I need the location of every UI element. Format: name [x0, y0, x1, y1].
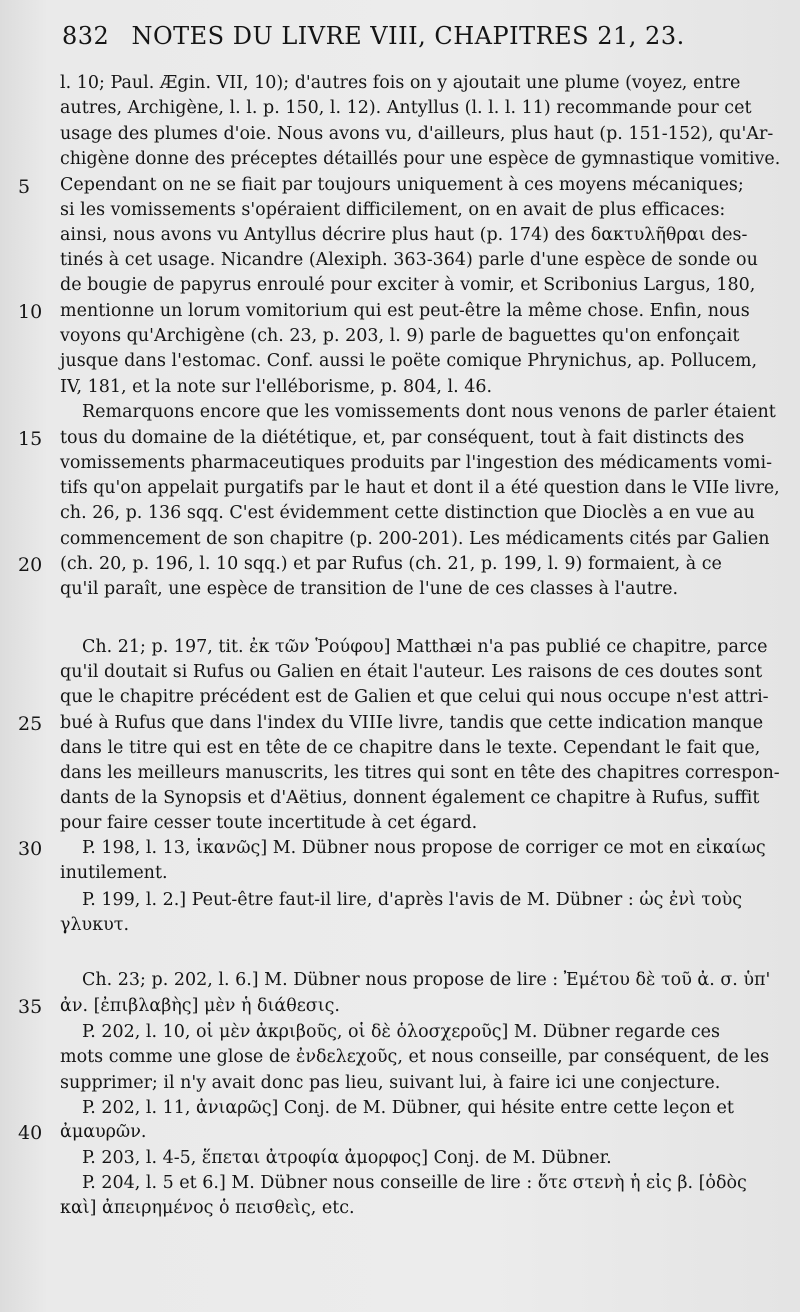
text-line: dans le titre qui est en tête de ce chapitre dans le texte. Cependant le fait que,	[60, 738, 761, 758]
text-line: Ch. 23; p. 202, l. 6.] M. Dübner nous propose de lire : Ἐμέτου δὲ τοῦ ἀ. σ. ὑπ'	[82, 970, 771, 990]
text-line: vomissements pharmaceutiques produits par l'ingestion des médicaments vomi-	[60, 453, 772, 473]
text-line: Ch. 21; p. 197, tit. ἐκ τῶν Ῥούφου] Matthæi n'a pas publié ce chapitre, parce	[82, 637, 768, 657]
text-line: dans les meilleurs manuscrits, les titres qui sont en tête des chapitres correspon-	[60, 763, 780, 783]
text-line: Remarquons encore que les vomissements dont nous venons de parler étaient	[82, 402, 776, 422]
running-title: NOTES DU LIVRE VIII, CHAPITRES 21, 23.	[131, 22, 685, 50]
text-line: si les vomissements s'opéraient difficilement, on en avait de plus efficaces:	[60, 200, 726, 220]
text-line: tifs qu'on appelait purgatifs par le haut et dont il a été question dans le VIIe livre,	[60, 478, 780, 498]
line-number: 35	[18, 996, 43, 1018]
text-line: l. 10; Paul. Ægin. VII, 10); d'autres fois on y ajoutait une plume (voyez, entre	[60, 73, 741, 93]
text-line: qu'il doutait si Rufus ou Galien en était l'auteur. Les raisons de ces doutes sont	[60, 662, 763, 682]
text-line: P. 204, l. 5 et 6.] M. Dübner nous conseille de lire : ὅτε στενὴ ἡ εἰς β. [ὁδὸς	[82, 1173, 747, 1193]
text-line: tinés à cet usage. Nicandre (Alexiph. 363-364) parle d'une espèce de sonde ou	[60, 250, 758, 270]
text-line: inutilement.	[60, 863, 168, 883]
line-number: 25	[18, 713, 43, 735]
page-number: 832	[62, 22, 110, 50]
line-number: 30	[18, 838, 43, 860]
line-number: 15	[18, 428, 43, 450]
text-line: que le chapitre précédent est de Galien et que celui qui nous occupe n'est attri-	[60, 687, 769, 707]
text-line: mentionne un lorum vomitorium qui est peut-être la même chose. Enfin, nous	[60, 301, 750, 321]
text-line: tous du domaine de la diététique, et, par conséquent, tout à fait distincts des	[60, 428, 745, 448]
text-line: ainsi, nous avons vu Antyllus décrire plus haut (p. 174) des δακτυλῆθραι des-	[60, 225, 748, 245]
text-line: de bougie de papyrus enroulé pour exciter à vomir, et Scribonius Largus, 180,	[60, 275, 756, 295]
text-line: qu'il paraît, une espèce de transition de l'une de ces classes à l'autre.	[60, 579, 679, 599]
text-line: chigène donne des préceptes détaillés pour une espèce de gymnastique vomitive.	[60, 149, 781, 169]
page-header	[62, 22, 685, 50]
text-line: P. 198, l. 13, ἱκανῶς] M. Dübner nous propose de corriger ce mot en εἰκαίως	[82, 838, 766, 858]
text-line: usage des plumes d'oie. Nous avons vu, d'ailleurs, plus haut (p. 151-152), qu'Ar-	[60, 124, 774, 144]
text-line: καὶ] ἀπειρημένος ὁ πεισθεὶς, etc.	[60, 1198, 355, 1218]
text-line: P. 202, l. 10, οἱ μὲν ἀκριβοῦς, οἱ δὲ ὁλοσχεροῦς] M. Dübner regarde ces	[82, 1022, 721, 1042]
text-line: ἀν. [ἐπιβλαβὴς] μὲν ἡ διάθεσις.	[60, 996, 340, 1016]
text-line: dants de la Synopsis et d'Aëtius, donnent également ce chapitre à Rufus, suffit	[60, 788, 760, 808]
text-line: bué à Rufus que dans l'index du VIIIe livre, tandis que cette indication manque	[60, 713, 764, 733]
text-line: mots comme une glose de ἐνδελεχοῦς, et nous conseille, par conséquent, de les	[60, 1047, 770, 1067]
text-line: Cependant on ne se fiait par toujours uniquement à ces moyens mécaniques;	[60, 175, 744, 195]
text-line: γλυκυτ.	[60, 915, 130, 935]
text-line: commencement de son chapitre (p. 200-201). Les médicaments cités par Galien	[60, 529, 770, 549]
text-line: P. 203, l. 4-5, ἕπεται ἀτροφία ἀμορφος] Conj. de M. Dübner.	[82, 1148, 612, 1168]
text-line: (ch. 20, p. 196, l. 10 sqq.) et par Rufus (ch. 21, p. 199, l. 9) formaient, à ce	[60, 554, 722, 574]
text-line: ch. 26, p. 136 sqq. C'est évidemment cette distinction que Dioclès a en vue au	[60, 503, 755, 523]
text-line: supprimer; il n'y avait donc pas lieu, suivant lui, à faire ici une conjecture.	[60, 1073, 721, 1093]
line-number: 40	[18, 1122, 43, 1144]
text-line: P. 199, l. 2.] Peut-être faut-il lire, d'après l'avis de M. Dübner : ὡς ἐνὶ τοὺς	[82, 890, 743, 910]
text-line: voyons qu'Archigène (ch. 23, p. 203, l. 9) parle de baguettes qu'on enfonçait	[60, 326, 740, 346]
line-number: 10	[18, 301, 43, 323]
text-line: jusque dans l'estomac. Conf. aussi le poëte comique Phrynichus, ap. Pollucem,	[60, 351, 758, 371]
text-line: autres, Archigène, l. l. p. 150, l. 12). Antyllus (l. l. l. 11) recommande pour cet	[60, 98, 752, 118]
text-line: IV, 181, et la note sur l'elléborisme, p. 804, l. 46.	[60, 377, 493, 397]
line-number: 5	[18, 176, 31, 198]
text-line: pour faire cesser toute incertitude à cet égard.	[60, 813, 478, 833]
line-number: 20	[18, 554, 43, 576]
text-line: ἀμαυρῶν.	[60, 1122, 147, 1142]
text-line: P. 202, l. 11, ἀνιαρῶς] Conj. de M. Dübner, qui hésite entre cette leçon et	[82, 1098, 734, 1118]
